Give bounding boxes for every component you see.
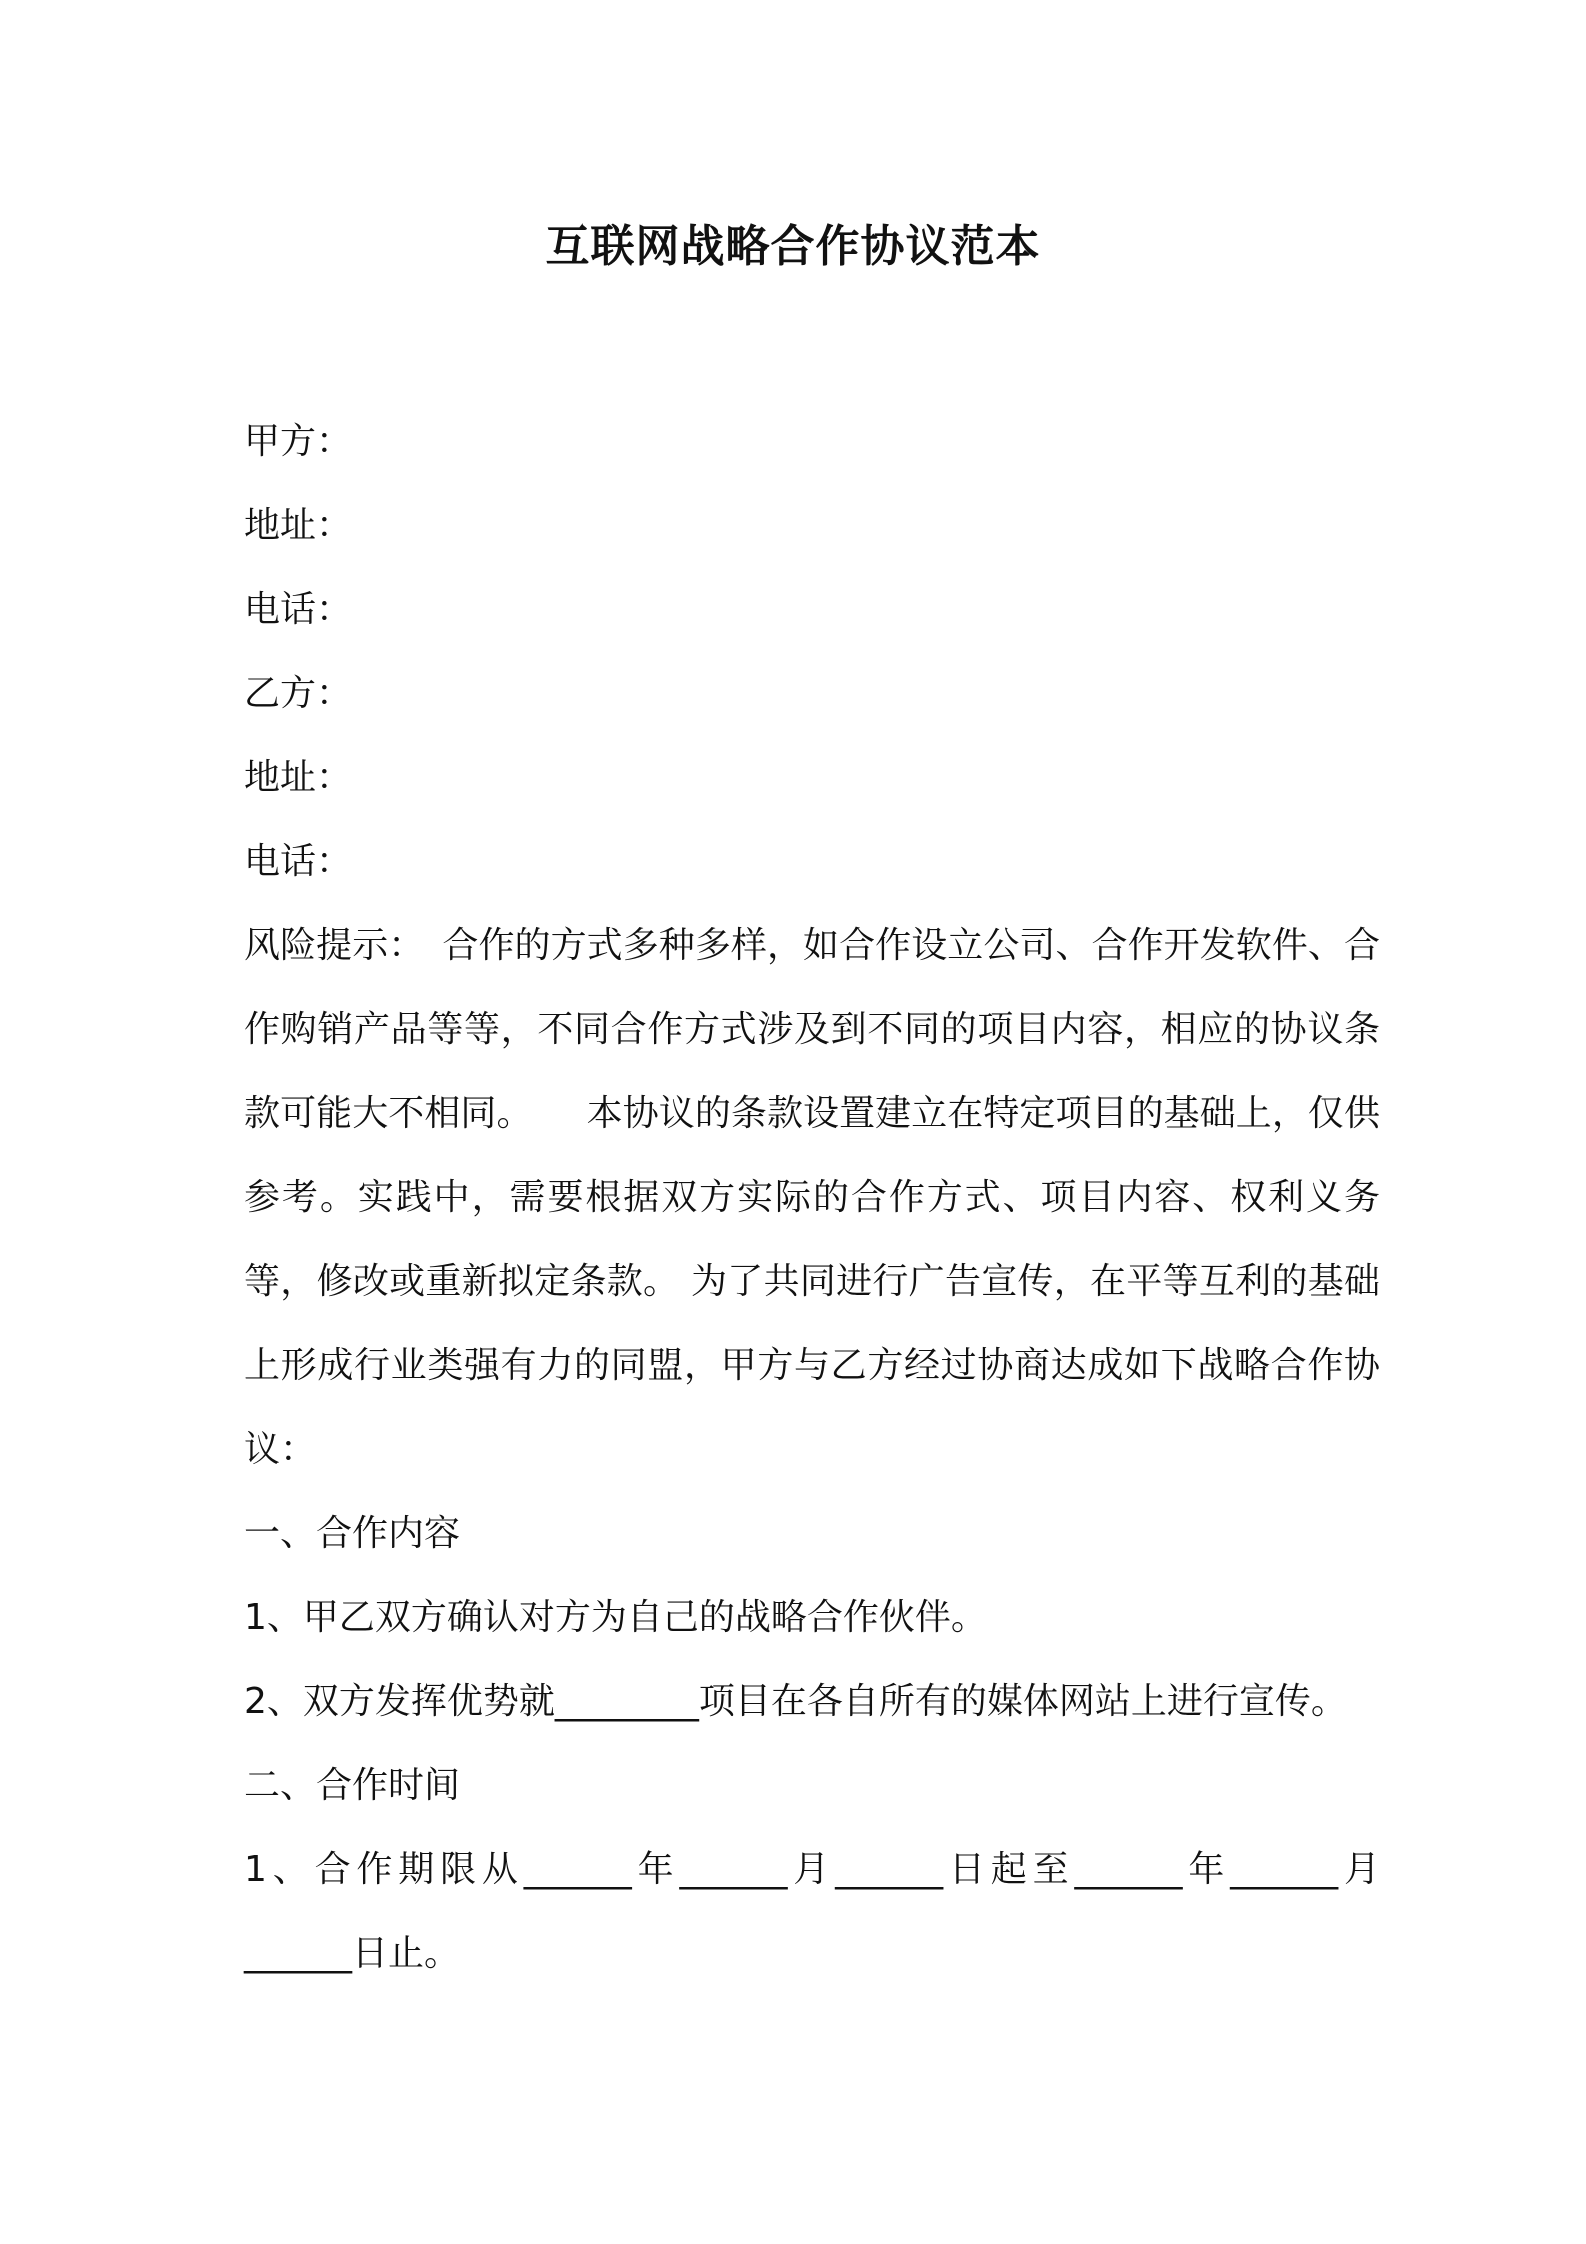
- section-1-item-1: 1、甲乙双方确认对方为自己的战略合作伙伴。: [244, 1597, 987, 1638]
- document-body: [244, 400, 1380, 1996]
- party-a-address: 地址：: [244, 505, 353, 546]
- section-2-heading: 二、合作时间: [244, 1765, 461, 1806]
- document-title: 互联网战略合作协议范本: [545, 221, 1041, 272]
- party-b-name: 乙方：: [244, 673, 353, 714]
- section-2-item-1: 1、合作期限从______年______月______日起至______年______月______日止。: [244, 1849, 1380, 1974]
- party-b-address: 地址：: [244, 757, 353, 798]
- party-a-phone: 电话：: [244, 589, 353, 630]
- party-b-phone: 电话：: [244, 841, 353, 882]
- section-1-item-2: 2、双方发挥优势就________项目在各自所有的媒体网站上进行宣传。: [244, 1681, 1347, 1722]
- section-1-heading: 一、合作内容: [244, 1513, 461, 1554]
- risk-paragraph: 风险提示： 合作的方式多种多样，如合作设立公司、合作开发软件、合作购销产品等等，不同合作方式涉及到不同的项目内容，相应的协议条款可能大不相同。 本协议的条款设置建立在特定项目的基础上，仅供参考。实践中，需要根据双方实际的合作方式、项目内容、权利义务等，修改或重新拟定条款。 为了共同进行广告宣传，在平等互利的基础上形成行业类强有力的同盟，甲方与乙方经过协商达成如下战略合作协议：: [244, 925, 1380, 1470]
- party-a-name: 甲方：: [244, 421, 353, 462]
